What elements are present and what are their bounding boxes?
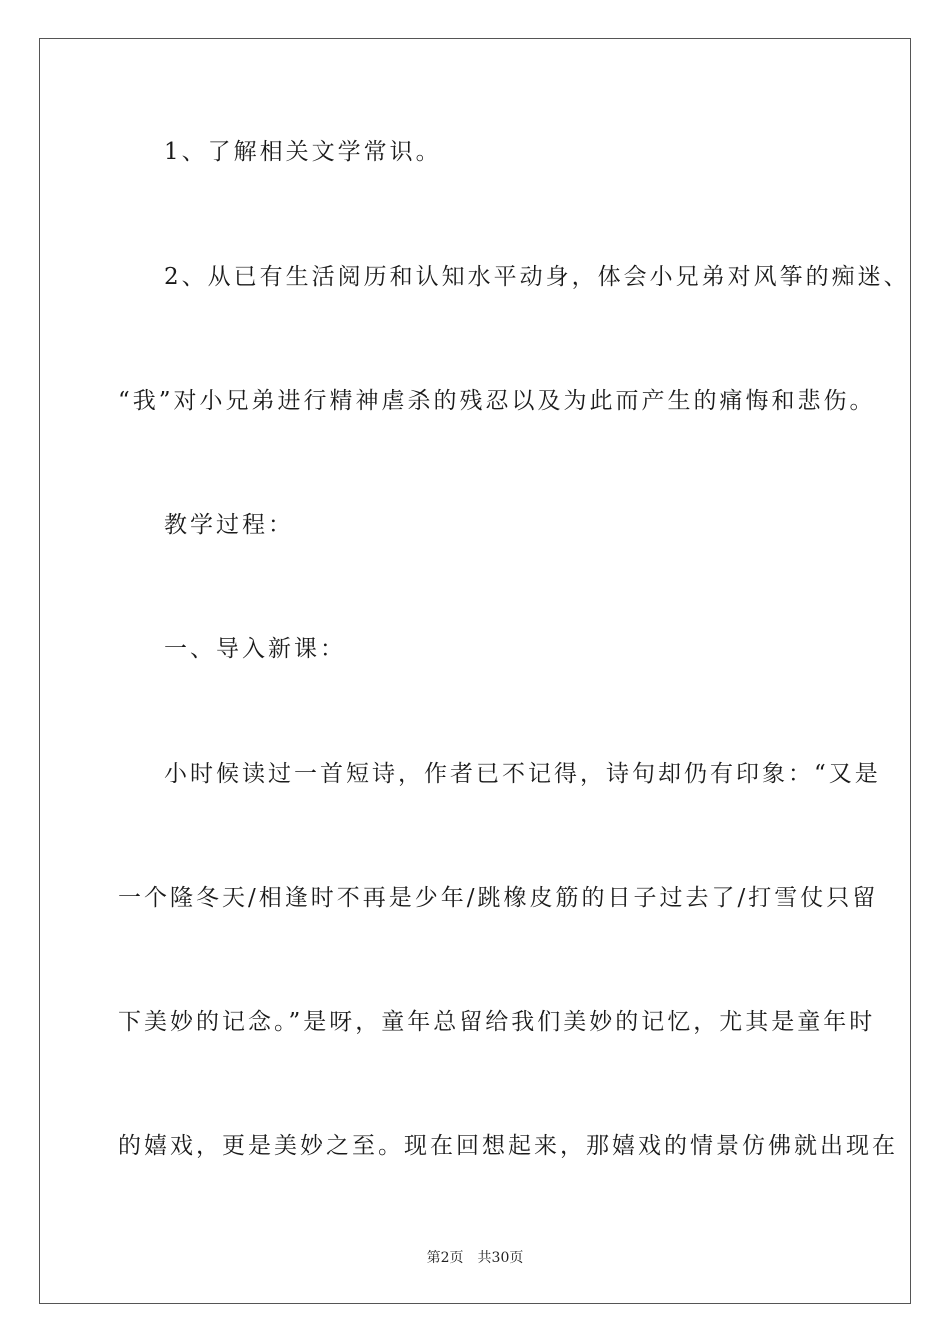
section-heading-intro: 一、导入新课：: [164, 636, 346, 662]
paragraph-line-3: “我”对小兄弟进行精神虐杀的残忍以及为此而产生的痛悔和悲伤。: [118, 388, 876, 414]
paragraph-line-9: 的嬉戏，更是美妙之至。现在回想起来，那嬉戏的情景仿佛就出现在: [118, 1133, 898, 1159]
paragraph-line-7: 一个隆冬天/相逢时不再是少年/跳橡皮筋的日子过去了/打雪仗只留: [118, 885, 879, 911]
paragraph-line-1: 1、了解相关文学常识。: [164, 139, 442, 165]
paragraph-line-6: 小时候读过一首短诗，作者已不记得，诗句却仍有印象：“又是: [164, 761, 881, 787]
paragraph-line-8: 下美妙的记念。”是呀，童年总留给我们美妙的记忆，尤其是童年时: [118, 1009, 876, 1035]
section-heading-teaching-process: 教学过程：: [164, 512, 294, 538]
paragraph-line-2: 2、从已有生活阅历和认知水平动身，体会小兄弟对风筝的痴迷、: [164, 264, 910, 290]
page-border: [39, 38, 911, 1304]
page-number-footer: 第2页 共30页: [426, 1250, 524, 1266]
